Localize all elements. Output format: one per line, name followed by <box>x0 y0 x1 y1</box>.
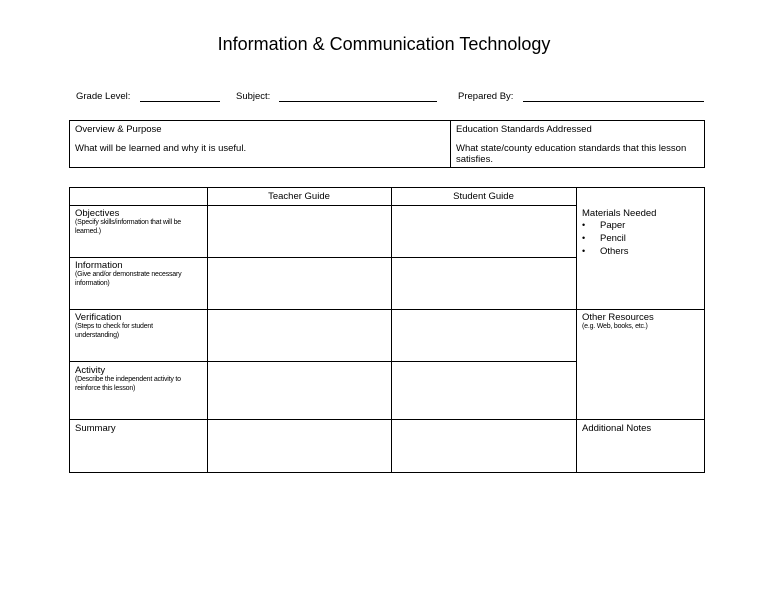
teacher-guide-header: Teacher Guide <box>268 191 330 202</box>
materials-title: Materials Needed <box>582 208 657 219</box>
standards-title: Education Standards Addressed <box>456 124 592 135</box>
prepared-by-label: Prepared By: <box>458 91 514 102</box>
materials-list <box>582 219 629 258</box>
information-note: (Give and/or demonstrate necessary information) <box>75 271 182 287</box>
prepared-by-field[interactable] <box>523 101 704 102</box>
standards-text: What state/county education standards that this lesson satisfies. <box>456 143 687 165</box>
other-resources-title: Other Resources <box>582 312 654 323</box>
document-title: Information & Communication Technology <box>217 34 551 54</box>
subject-label: Subject: <box>236 91 271 102</box>
summary-student-cell[interactable] <box>392 420 575 471</box>
objectives-title: Objectives <box>75 208 120 219</box>
activity-note: (Describe the independent activity to reinforce this lesson) <box>75 376 181 392</box>
materials-item: • Pencil <box>582 232 629 245</box>
verification-teacher-cell[interactable] <box>208 310 390 360</box>
student-guide-header: Student Guide <box>453 191 514 202</box>
additional-notes-title: Additional Notes <box>582 423 652 434</box>
verification-note: (Steps to check for student understanding) <box>75 323 153 339</box>
verification-student-cell[interactable] <box>392 310 575 360</box>
overview-title: Overview & Purpose <box>75 124 162 135</box>
objectives-note: (Specify skills/information that will be learned.) <box>75 219 181 235</box>
subject-field[interactable] <box>279 101 437 102</box>
activity-title: Activity <box>75 365 106 376</box>
materials-item: • Others <box>582 245 629 258</box>
summary-title: Summary <box>75 423 116 434</box>
other-resources-note: (e.g. Web, books, etc.) <box>582 323 648 330</box>
objectives-teacher-cell[interactable] <box>208 206 390 256</box>
col-divider-3 <box>576 188 577 472</box>
objectives-student-cell[interactable] <box>392 206 575 256</box>
information-teacher-cell[interactable] <box>208 258 390 308</box>
verification-title: Verification <box>75 312 122 323</box>
grade-level-label: Grade Level: <box>76 91 131 102</box>
grade-level-field[interactable] <box>140 101 220 102</box>
top-table-divider <box>450 121 451 167</box>
activity-student-cell[interactable] <box>392 362 575 418</box>
summary-teacher-cell[interactable] <box>208 420 390 471</box>
information-student-cell[interactable] <box>392 258 575 308</box>
overview-text: What will be learned and why it is useful. <box>75 143 247 154</box>
information-title: Information <box>75 260 123 271</box>
materials-item: • Paper <box>582 219 629 232</box>
activity-teacher-cell[interactable] <box>208 362 390 418</box>
